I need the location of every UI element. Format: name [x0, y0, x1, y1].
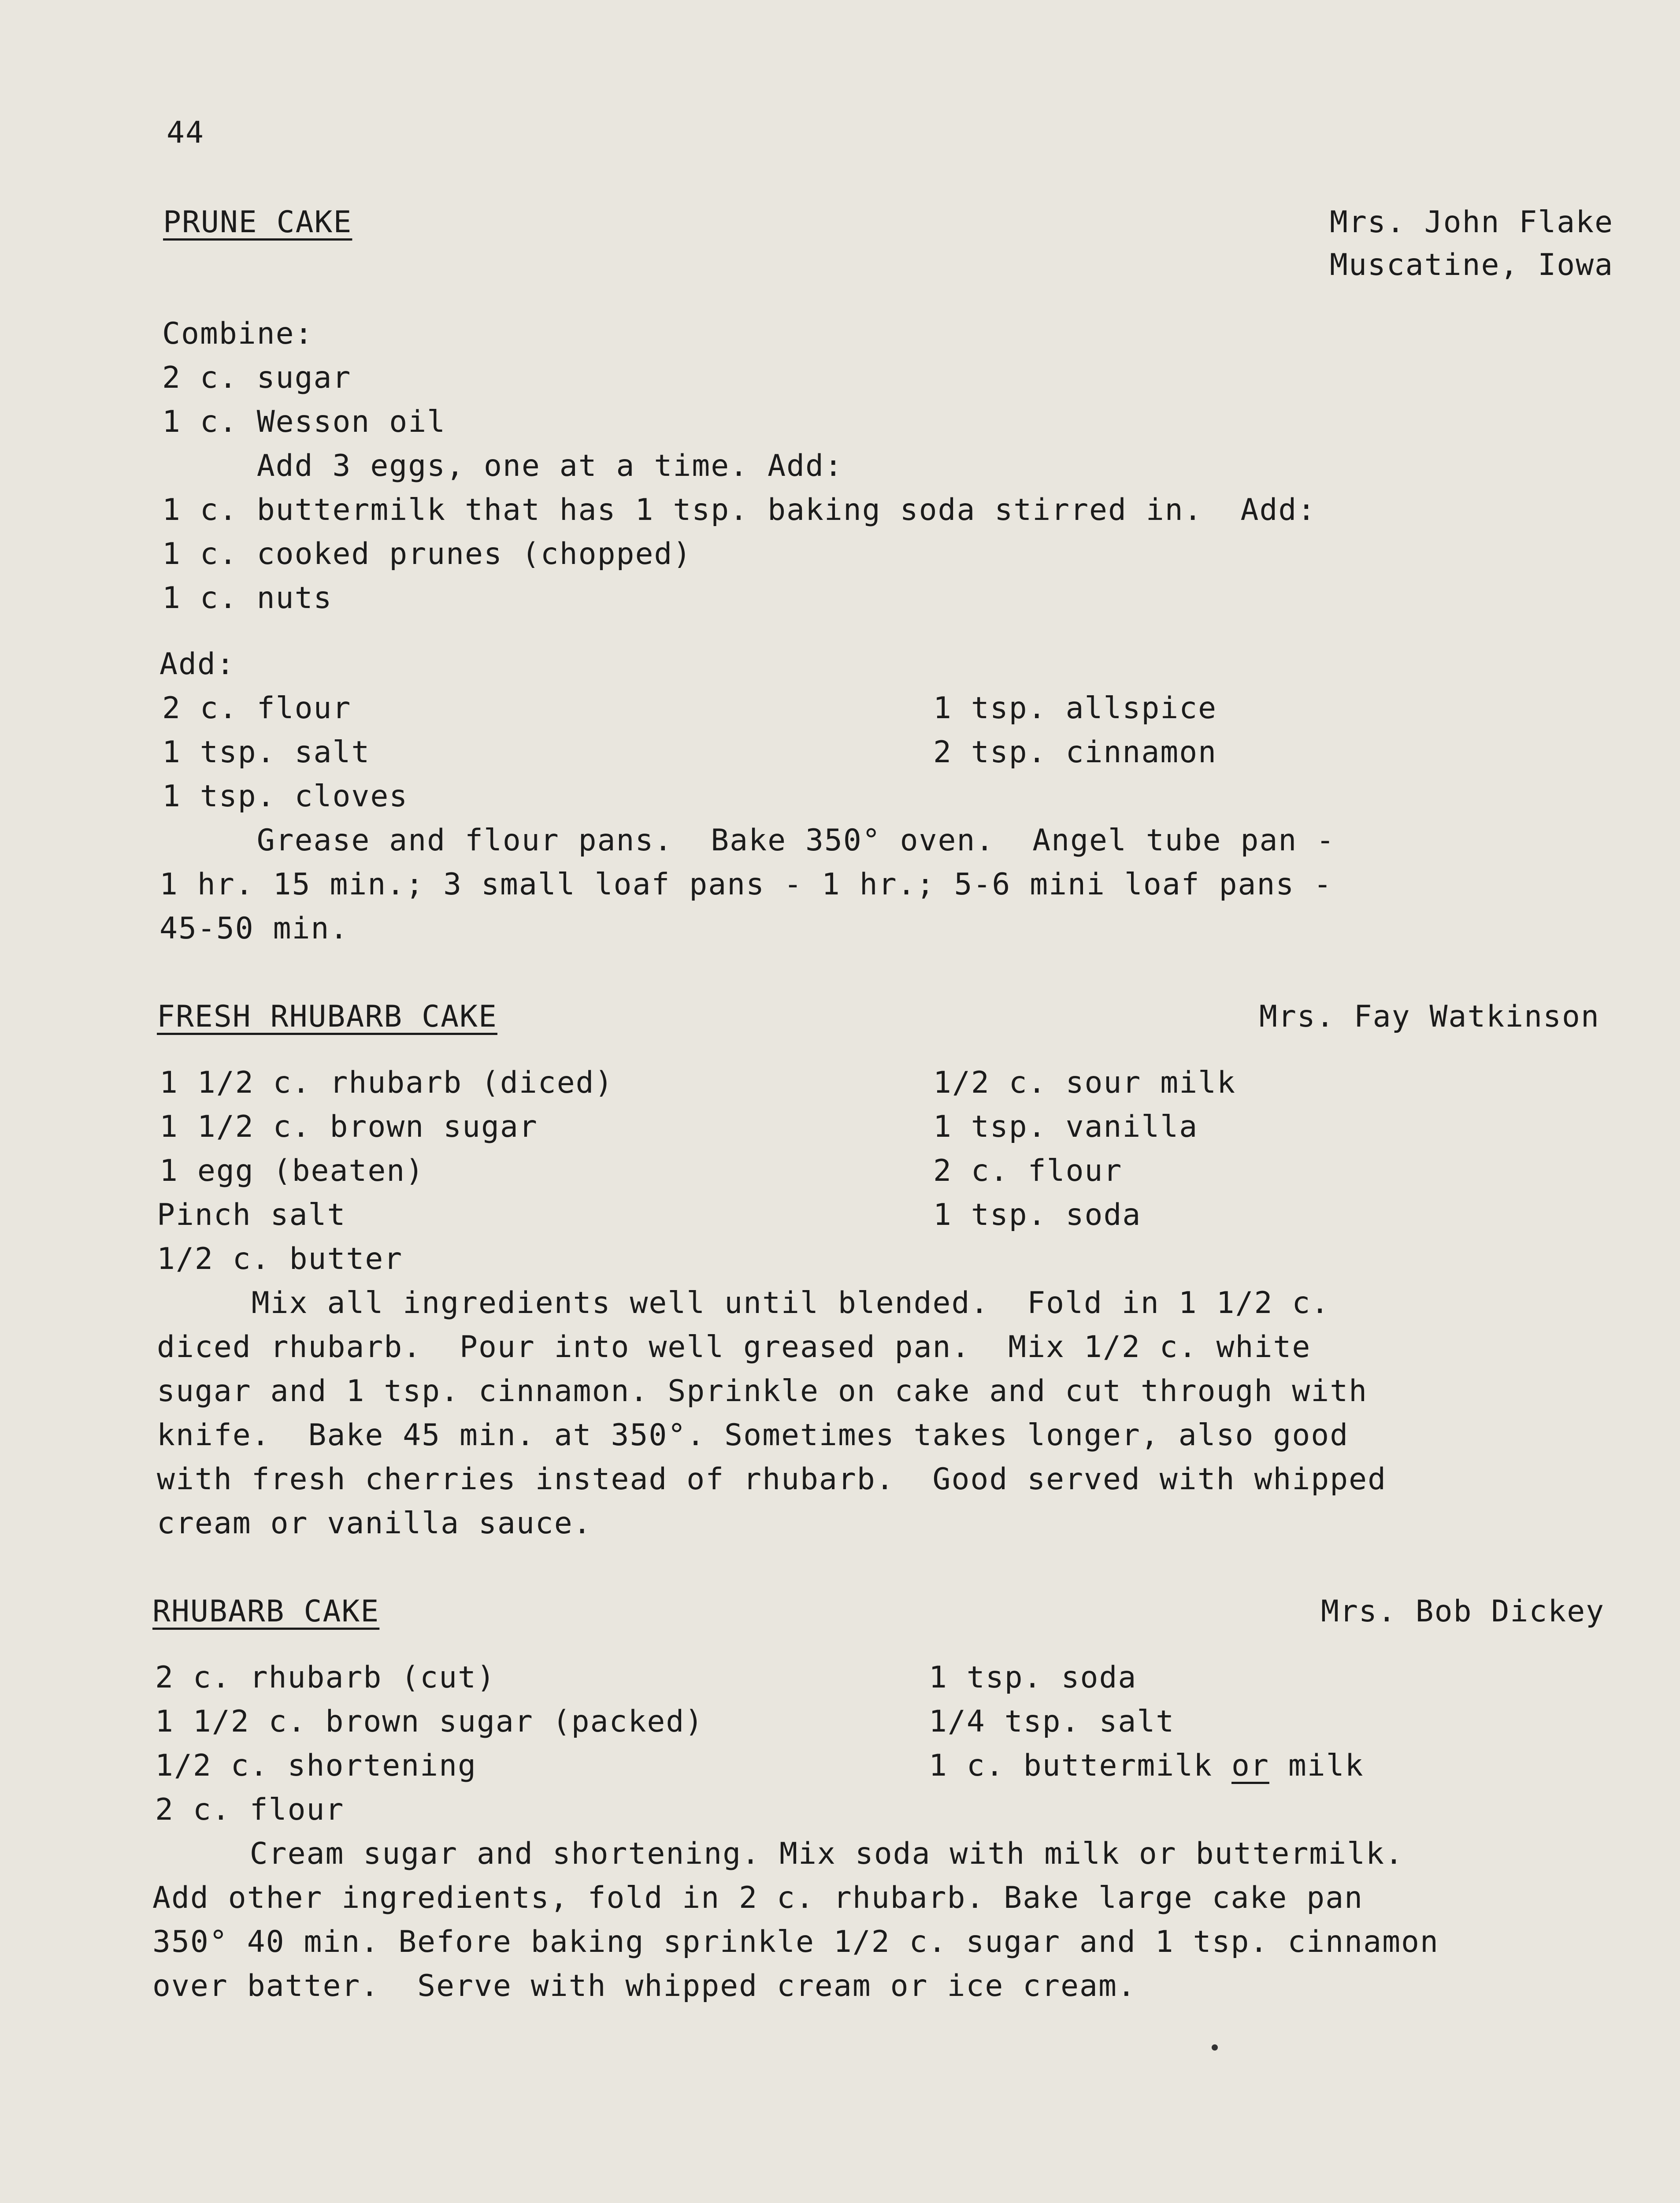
fresh-rhubarb-left-ingredient: 1 1/2 c. brown sugar — [159, 1109, 538, 1144]
prune-line: 1 c. Wesson oil — [162, 404, 446, 439]
fresh-rhubarb-right-ingredient: 1/2 c. sour milk — [933, 1065, 1236, 1100]
rhubarb-direction: over batter. Serve with whipped cream or ice cream. — [152, 1969, 1136, 2003]
fresh-rhubarb-right-ingredient: 1 tsp. soda — [933, 1198, 1142, 1232]
prune-cake-author: Mrs. John Flake — [1330, 205, 1614, 240]
buttermilk-text: 1 c. buttermilk — [929, 1748, 1232, 1783]
prune-line: 1 c. buttermilk that has 1 tsp. baking soda stirred in. Add: — [162, 493, 1317, 527]
or-underlined: or — [1231, 1748, 1269, 1783]
rhubarb-right-ingredient: 1/4 tsp. salt — [929, 1704, 1175, 1739]
prune-line: Combine: — [162, 316, 314, 351]
rhubarb-direction: Add other ingredients, fold in 2 c. rhubarb. Bake large cake pan — [152, 1880, 1364, 1915]
fresh-rhubarb-right-ingredient: 1 tsp. vanilla — [933, 1109, 1198, 1144]
rhubarb-left-ingredient: 1 1/2 c. brown sugar (packed) — [155, 1704, 704, 1739]
fresh-rhubarb-right-ingredient: 2 c. flour — [933, 1153, 1123, 1188]
prune-cake-location: Muscatine, Iowa — [1330, 248, 1614, 282]
fresh-rhubarb-left-ingredient: 1 1/2 c. rhubarb (diced) — [159, 1065, 614, 1100]
rhubarb-right-ingredient-buttermilk — [929, 1748, 1364, 1784]
fresh-rhubarb-direction: knife. Bake 45 min. at 350°. Sometimes takes longer, also good — [157, 1418, 1349, 1453]
rhubarb-direction: 350° 40 min. Before baking sprinkle 1/2 c. sugar and 1 tsp. cinnamon — [152, 1925, 1439, 1959]
prune-line: Add 3 eggs, one at a time. Add: — [162, 449, 843, 483]
prune-line: Add: — [159, 647, 235, 682]
paper-speck — [1212, 2044, 1218, 2051]
fresh-rhubarb-left-ingredient: 1 egg (beaten) — [159, 1153, 425, 1188]
prune-right-ingredient: 2 tsp. cinnamon — [933, 735, 1217, 770]
prune-left-ingredient: 1 tsp. salt — [162, 735, 371, 770]
fresh-rhubarb-cake-author: Mrs. Fay Watkinson — [1259, 999, 1600, 1034]
fresh-rhubarb-direction: cream or vanilla sauce. — [157, 1506, 592, 1541]
rhubarb-direction: Cream sugar and shortening. Mix soda with milk or buttermilk. — [155, 1836, 1404, 1871]
milk-text: milk — [1269, 1748, 1364, 1783]
rhubarb-left-ingredient: 2 c. flour — [155, 1792, 345, 1827]
prune-right-ingredient: 1 tsp. allspice — [933, 691, 1217, 726]
fresh-rhubarb-direction: with fresh cherries instead of rhubarb. Good served with whipped — [157, 1462, 1387, 1497]
prune-cake-title: PRUNE CAKE — [163, 205, 352, 240]
prune-direction: 45-50 min. — [159, 911, 349, 946]
prune-line: 1 c. cooked prunes (chopped) — [162, 537, 692, 571]
rhubarb-right-ingredient: 1 tsp. soda — [929, 1660, 1137, 1695]
prune-direction: Grease and flour pans. Bake 350° oven. Angel tube pan - — [162, 823, 1335, 858]
prune-line: 2 c. sugar — [162, 360, 352, 395]
rhubarb-cake-author: Mrs. Bob Dickey — [1321, 1594, 1605, 1629]
page-number: 44 — [167, 115, 204, 150]
fresh-rhubarb-direction: Mix all ingredients well until blended. Fold in 1 1/2 c. — [157, 1286, 1330, 1320]
prune-left-ingredient: 1 tsp. cloves — [162, 779, 408, 814]
prune-line: 1 c. nuts — [162, 581, 333, 616]
rhubarb-left-ingredient: 2 c. rhubarb (cut) — [155, 1660, 496, 1695]
prune-direction: 1 hr. 15 min.; 3 small loaf pans - 1 hr.; 5-6 mini loaf pans - — [159, 867, 1333, 902]
prune-left-ingredient: 2 c. flour — [162, 691, 352, 726]
fresh-rhubarb-direction: diced rhubarb. Pour into well greased pan. Mix 1/2 c. white — [157, 1330, 1311, 1365]
rhubarb-left-ingredient: 1/2 c. shortening — [155, 1748, 477, 1783]
rhubarb-cake-title: RHUBARB CAKE — [152, 1594, 380, 1629]
fresh-rhubarb-left-ingredient: 1/2 c. butter — [157, 1242, 403, 1276]
fresh-rhubarb-cake-title: FRESH RHUBARB CAKE — [157, 999, 497, 1034]
fresh-rhubarb-left-ingredient: Pinch salt — [157, 1198, 346, 1232]
fresh-rhubarb-direction: sugar and 1 tsp. cinnamon. Sprinkle on cake and cut through with — [157, 1374, 1368, 1409]
